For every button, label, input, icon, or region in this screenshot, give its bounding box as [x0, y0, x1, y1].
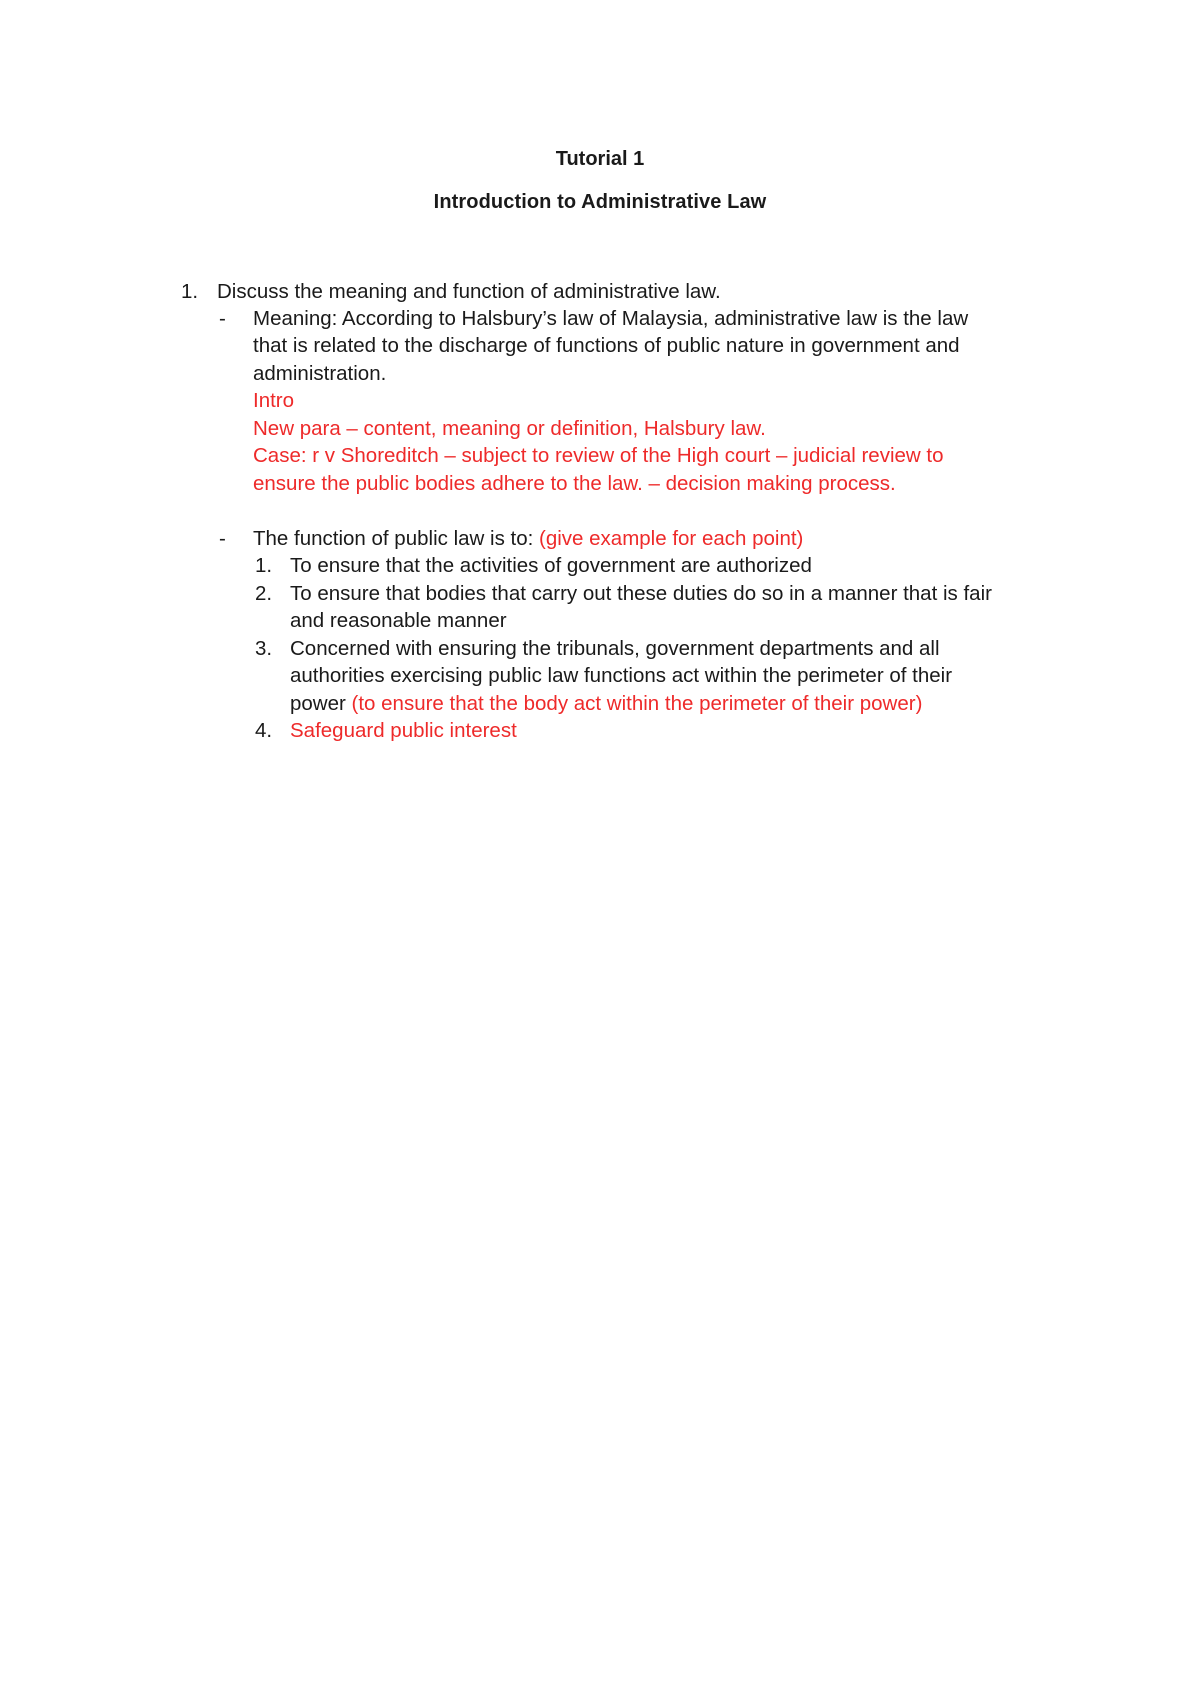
point-line: To ensure that bodies that carry out these duties do so in a manner that is fair — [290, 582, 992, 605]
point-number: 2. — [255, 582, 273, 605]
point-line: and reasonable manner — [290, 609, 507, 632]
question-number: 1. — [181, 280, 199, 303]
function-intro-text: The function of public law is to: — [253, 527, 540, 550]
annotation-note: Case: r v Shoreditch – subject to review of the High court – judicial review to — [253, 444, 944, 467]
point-number: 4. — [255, 719, 273, 742]
point-number: 3. — [255, 637, 273, 660]
document-title: Tutorial 1 — [555, 148, 645, 170]
point-line-text: power — [290, 692, 352, 715]
point-note: (to ensure that the body act within the perimeter of their power) — [351, 692, 923, 715]
point-note: Safeguard public interest — [290, 719, 517, 742]
function-bullet: - — [219, 527, 226, 550]
meaning-line: that is related to the discharge of functions of public nature in government and — [253, 334, 960, 357]
annotation-note: ensure the public bodies adhere to the law. – decision making process. — [253, 472, 896, 495]
document-subtitle: Introduction to Administrative Law — [433, 191, 767, 213]
annotation-note: Intro — [253, 389, 295, 412]
point-line: Concerned with ensuring the tribunals, government departments and all — [290, 637, 940, 660]
point-line — [290, 690, 922, 718]
meaning-bullet: - — [219, 307, 226, 330]
point-number: 1. — [255, 554, 273, 577]
point-line: To ensure that the activities of government are authorized — [290, 554, 812, 577]
annotation-note: New para – content, meaning or definition, Halsbury law. — [253, 417, 766, 440]
function-intro-note: (give example for each point) — [539, 527, 804, 550]
function-intro — [253, 525, 803, 553]
meaning-line: Meaning: According to Halsbury’s law of Malaysia, administrative law is the law — [253, 307, 969, 330]
question-text: Discuss the meaning and function of administrative law. — [217, 280, 721, 303]
point-line: authorities exercising public law functions act within the perimeter of their — [290, 664, 953, 687]
meaning-line: administration. — [253, 362, 387, 385]
